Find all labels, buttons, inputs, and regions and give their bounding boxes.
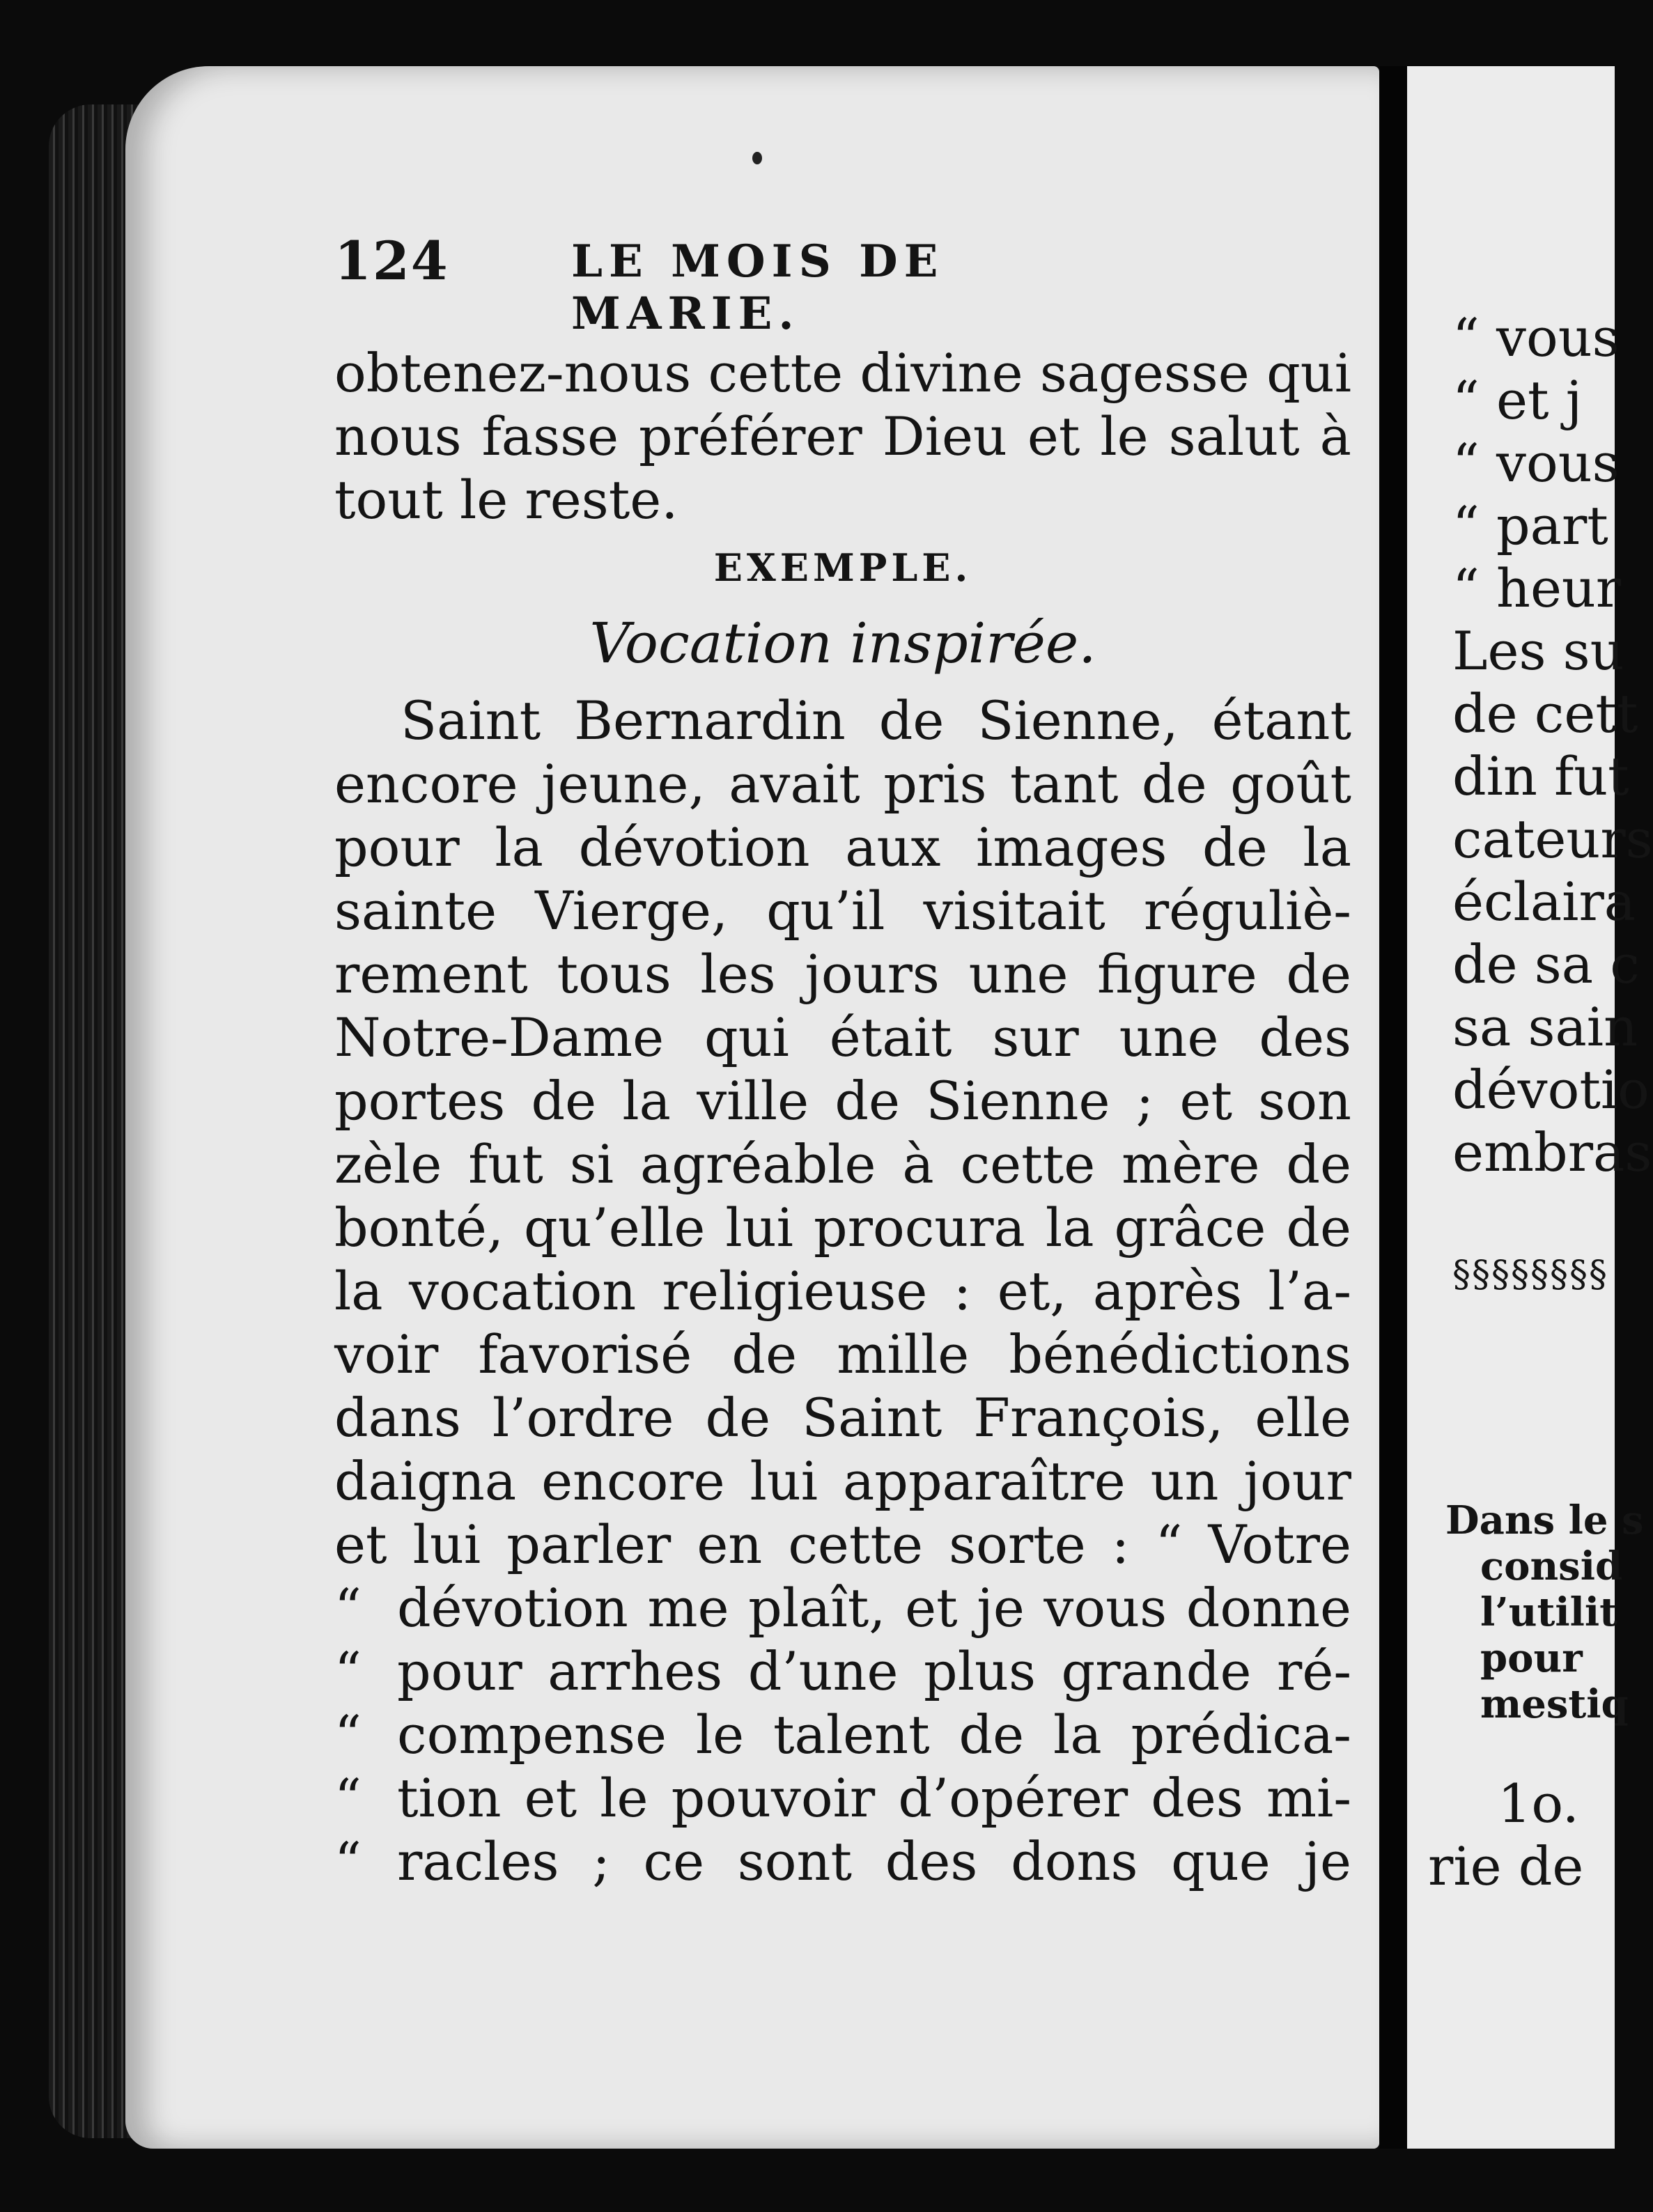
- fragment-line: de sa c: [1452, 933, 1640, 995]
- summary-line: mestiq: [1480, 1681, 1629, 1727]
- paragraph-line: Saint Bernardin de Sienne, étant: [401, 690, 1351, 751]
- quoted-line: [334, 1576, 1351, 1639]
- quote-mark: “: [334, 1704, 362, 1766]
- text-line: tout le reste.: [334, 469, 678, 531]
- fragment-line: “ heur: [1452, 557, 1622, 619]
- ornament-glyphs: §§§§§§§§: [1452, 1254, 1608, 1295]
- paragraph-line: dans l’ordre de Saint François, elle: [334, 1387, 1351, 1449]
- quote-mark: “: [334, 1577, 362, 1639]
- quote-mark: “: [334, 1640, 362, 1702]
- quoted-text: dévotion me plaît, et je vous donne: [397, 1577, 1351, 1639]
- lower-line: rie de: [1428, 1835, 1584, 1897]
- section-heading: EXEMPLE.: [713, 545, 972, 590]
- paragraph-line: zèle fut si agréable à cette mère de: [334, 1133, 1351, 1195]
- fragment-line: sa sain: [1452, 996, 1638, 1058]
- fragment-line: “ vous: [1452, 432, 1620, 494]
- running-title: LE MOIS DE MARIE.: [571, 235, 945, 340]
- running-head: [334, 230, 1128, 340]
- summary-line: consid: [1480, 1543, 1623, 1589]
- page-number: 124: [334, 230, 449, 292]
- fragment-line: embras: [1452, 1121, 1652, 1183]
- paragraph-line: portes de la ville de Sienne ; et son: [334, 1070, 1351, 1132]
- paragraph-line: voir favorisé de mille bénédictions: [334, 1323, 1351, 1385]
- book-gutter: [1379, 66, 1407, 2149]
- fragment-line: Les su: [1452, 620, 1624, 682]
- paragraph-line: la vocation religieuse : et, après l’a-: [334, 1260, 1351, 1322]
- text-line: nous fasse préférer Dieu et le salut à: [334, 405, 1351, 467]
- text-line: obtenez-nous cette divine sagesse qui: [334, 342, 1351, 404]
- paragraph-line: daigna encore lui apparaître un jour: [334, 1450, 1351, 1512]
- quote-mark: “: [334, 1830, 362, 1892]
- right-page-lower-text: [1428, 1773, 1616, 1898]
- paragraph-line: et lui parler en cette sorte : “ Votre: [334, 1513, 1351, 1575]
- fragment-line: de cett: [1452, 683, 1638, 745]
- lower-line: 1o.: [1498, 1773, 1579, 1835]
- quoted-line: [334, 1766, 1351, 1830]
- quoted-text: racles ; ce sont des dons que je: [397, 1830, 1351, 1892]
- fragment-line: dévotio: [1452, 1059, 1650, 1121]
- summary-line: l’utilit: [1480, 1589, 1618, 1635]
- summary-line: pour: [1480, 1635, 1583, 1681]
- fragment-line: cateurs: [1452, 808, 1653, 870]
- right-page-summary-text: [1445, 1497, 1644, 1727]
- paragraph-line: bonté, qu’elle lui procura la grâce de: [334, 1197, 1351, 1259]
- paragraph-line: rement tous les jours une figure de: [334, 943, 1351, 1005]
- summary-line: Dans le s: [1445, 1497, 1644, 1543]
- fragment-line: “ vous: [1452, 306, 1620, 368]
- ink-speck: [752, 152, 762, 164]
- paragraph-line: pour la dévotion aux images de la: [334, 816, 1351, 878]
- paragraph-line: sainte Vierge, qu’il visitait réguliè-: [334, 880, 1351, 942]
- quote-mark: “: [334, 1767, 362, 1829]
- fragment-line: “ et j: [1452, 369, 1583, 431]
- quoted-text: pour arrhes d’une plus grande ré-: [397, 1640, 1351, 1702]
- left-page-text: [334, 341, 1351, 1893]
- right-page-fragment-text: [1452, 306, 1653, 1184]
- paragraph-line: encore jeune, avait pris tant de goût: [334, 753, 1351, 815]
- section-subheading: Vocation inspirée.: [589, 611, 1096, 676]
- fragment-line: “ part: [1452, 494, 1608, 556]
- quoted-line: [334, 1639, 1351, 1703]
- quoted-line: [334, 1703, 1351, 1766]
- quoted-text: tion et le pouvoir d’opérer des mi-: [397, 1767, 1351, 1829]
- paragraph-line: Notre-Dame qui était sur une des: [334, 1006, 1351, 1068]
- quoted-line: [334, 1830, 1351, 1893]
- quoted-text: compense le talent de la prédica-: [397, 1704, 1351, 1766]
- fragment-line: éclaira: [1452, 871, 1636, 933]
- fragment-line: din fut: [1452, 745, 1629, 807]
- ornament-divider: [1452, 1254, 1615, 1316]
